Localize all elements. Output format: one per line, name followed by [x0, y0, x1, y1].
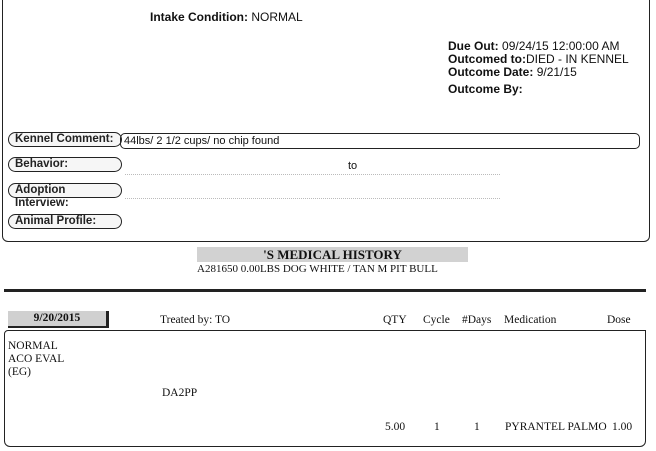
col-days: #Days: [462, 314, 492, 326]
intake-condition: [150, 10, 303, 24]
due-out-label: Due Out:: [448, 39, 499, 53]
due-out-value: 09/24/15 12:00:00 AM: [502, 39, 620, 53]
intake-card: [2, 0, 650, 242]
adoption-interview-line: [125, 198, 500, 199]
behavior-line: [125, 174, 500, 175]
note-line: ACO EVAL: [8, 353, 65, 365]
treatment-date: 9/20/2015: [8, 311, 109, 328]
row-qty: 5.00: [385, 421, 406, 433]
outcome-by-label: Outcome By:: [448, 82, 523, 96]
vaccine-name: DA2PP: [162, 387, 198, 399]
note-line: NORMAL: [8, 340, 58, 352]
row-cycle: 1: [434, 421, 440, 433]
medical-history-title: 'S MEDICAL HISTORY: [197, 247, 468, 262]
adoption-interview-label: Adoption Interview:: [8, 183, 122, 198]
outcome-date-label: Outcome Date:: [448, 65, 534, 79]
intake-condition-value: NORMAL: [251, 10, 303, 24]
outcomed-to-label: Outcomed to:: [448, 52, 526, 66]
col-cycle: Cycle: [423, 314, 450, 326]
animal-profile-label: Animal Profile:: [8, 214, 122, 229]
treatment-notes: [8, 340, 64, 379]
kennel-comment-field: 44lbs/ 2 1/2 cups/ no chip found: [120, 133, 640, 149]
outcome-by-line: [448, 83, 629, 96]
col-dose: Dose: [607, 314, 631, 326]
treated-by: Treated by: TO: [160, 314, 231, 326]
section-divider: [4, 289, 646, 292]
note-line: (EG): [8, 366, 31, 378]
outcome-block: [448, 40, 629, 96]
row-dose: 1.00: [612, 421, 633, 433]
col-medication: Medication: [504, 314, 557, 326]
behavior-to: to: [348, 160, 358, 172]
behavior-label: Behavior:: [8, 157, 122, 172]
intake-condition-label: Intake Condition:: [150, 10, 248, 24]
outcome-date-line: [448, 66, 629, 79]
row-days: 1: [474, 421, 480, 433]
animal-summary: A281650 0.00LBS DOG WHITE / TAN M PIT BULL: [197, 263, 438, 275]
kennel-comment-label: Kennel Comment:: [8, 132, 122, 147]
col-qty: QTY: [383, 314, 407, 326]
outcomed-to-value: DIED - IN KENNEL: [526, 52, 629, 66]
outcome-date-value: 9/21/15: [536, 65, 577, 79]
row-medication: PYRANTEL PALMO: [505, 421, 607, 433]
